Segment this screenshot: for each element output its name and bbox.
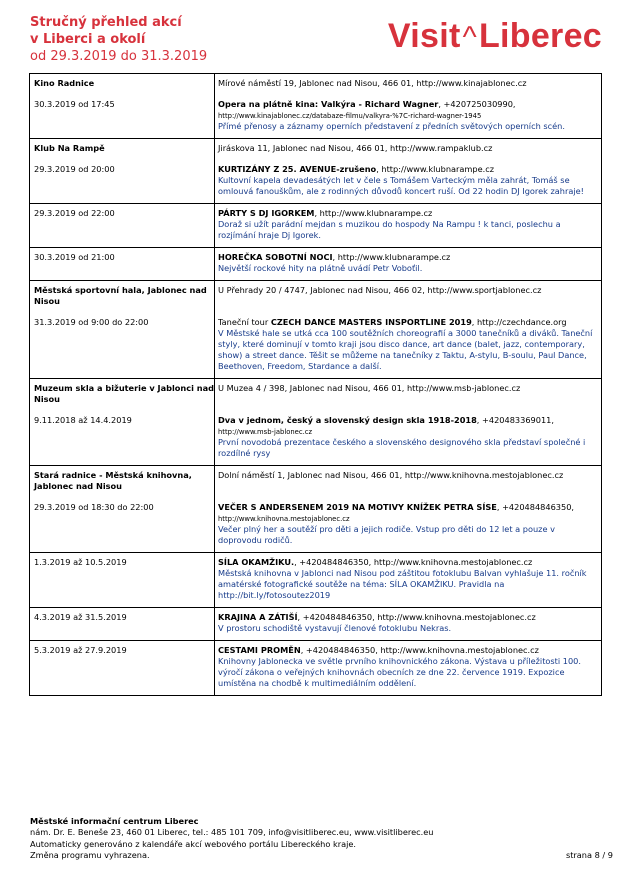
venue-address: Jiráskova 11, Jablonec nad Nisou, 466 01, http://www.rampaklub.cz xyxy=(215,139,602,155)
logo-word-liberec: Liberec xyxy=(478,17,602,55)
event-date: 29.3.2019 od 22:00 xyxy=(30,204,215,248)
venue-row xyxy=(30,466,602,493)
event-details xyxy=(215,502,602,553)
event-title: SÍLA OKAMŽIKU. xyxy=(218,557,295,567)
event-date: 29.3.2019 od 18:30 do 22:00 xyxy=(30,502,215,553)
event-title: CESTAMI PROMĚN xyxy=(218,645,301,655)
venue-address: U Muzea 4 / 398, Jablonec nad Nisou, 466 01, http://www.msb-jablonec.cz xyxy=(215,379,602,406)
footer-org: Městské informační centrum Liberec xyxy=(30,816,199,826)
event-title: HOREČKA SOBOTNÍ NOCI xyxy=(218,252,333,262)
footer-note-2: Změna programu vyhrazena. xyxy=(30,850,150,861)
venue-name: Městská sportovní hala, Jablonec nad Nisou xyxy=(30,281,215,308)
event-url[interactable]: http://www.knihovna.mestojablonec.cz xyxy=(218,515,350,523)
title-line-1: Stručný přehled akcí xyxy=(30,15,182,30)
event-title-prefix: Taneční tour xyxy=(218,317,271,327)
event-description: V prostoru schodiště vystavují členové fotoklubu Nekras. xyxy=(218,623,452,633)
event-row xyxy=(30,99,602,139)
event-contact: , +420484846350, xyxy=(496,502,575,512)
event-contact: , +420484846350, http://www.knihovna.mestojablonec.cz xyxy=(300,645,539,655)
event-date: 30.3.2019 od 21:00 xyxy=(30,248,215,281)
header-title xyxy=(30,14,207,65)
event-description: Největší rockové hity na plátně uvádí Petr Voboťil. xyxy=(218,263,423,273)
event-date: 4.3.2019 až 31.5.2019 xyxy=(30,608,215,641)
event-title: KRAJINA A ZÁTIŠÍ xyxy=(218,612,298,622)
venue-row xyxy=(30,74,602,90)
event-row xyxy=(30,502,602,553)
event-contact: , +420483369011, xyxy=(476,415,554,425)
logo-word-visit: Visit xyxy=(387,17,461,55)
event-date: 31.3.2019 od 9:00 do 22:00 xyxy=(30,317,215,379)
event-row xyxy=(30,317,602,379)
logo-caret: ^ xyxy=(462,21,477,54)
event-details xyxy=(215,553,602,608)
event-details xyxy=(215,248,602,281)
event-row xyxy=(30,415,602,466)
event-date: 30.3.2019 od 17:45 xyxy=(30,99,215,139)
event-title: Opera na plátně kina: Valkýra - Richard Wagner xyxy=(218,99,439,109)
event-description: Přímé přenosy a záznamy operních představení z předních světových operních scén. xyxy=(218,121,565,131)
event-description: Doraž si užít parádní mejdan s muzikou do hospody Na Rampu ! k tanci, poslechu a rozjímání hraje Dj Igorek. xyxy=(218,219,561,240)
event-title: KURTIZÁNY Z 25. AVENUE-zrušeno xyxy=(218,164,377,174)
footer-address: nám. Dr. E. Beneše 23, 460 01 Liberec, tel.: 485 101 709, info@visitliberec.eu, www.visitliberec.eu xyxy=(30,827,434,838)
event-row xyxy=(30,164,602,204)
event-title: Dva v jednom, český a slovenský design skla 1918-2018 xyxy=(218,415,477,425)
page-footer xyxy=(30,816,602,862)
venue-name: Stará radnice - Městská knihovna, Jablonec nad Nisou xyxy=(30,466,215,493)
event-date: 9.11.2018 až 14.4.2019 xyxy=(30,415,215,466)
page-number: strana 8 / 9 xyxy=(565,850,613,860)
venue-row xyxy=(30,139,602,155)
event-description: Městská knihovna v Jablonci nad Nisou pod záštitou fotoklubu Balvan vyhlašuje 11. ročník amatérské fotografické soutěže na téma: SÍLA OKAMŽIKU. Pravidla na http://bit.ly/fotosoutez2019 xyxy=(218,568,587,600)
title-line-2: v Liberci a okolí xyxy=(30,32,146,47)
event-row xyxy=(30,608,602,641)
event-row xyxy=(30,204,602,248)
visitliberec-logo xyxy=(388,18,602,56)
venue-address: Dolní náměstí 1, Jablonec nad Nisou, 466 01, http://www.knihovna.mestojablonec.cz xyxy=(215,466,602,493)
events-table xyxy=(29,73,602,696)
event-title: CZECH DANCE MASTERS INSPORTLINE 2019 xyxy=(270,317,472,327)
event-details xyxy=(215,317,602,379)
event-description: První novodobá prezentace českého a slovenského designového skla představí společné i rozdílné rysy xyxy=(218,437,586,458)
date-range: od 29.3.2019 do 31.3.2019 xyxy=(30,49,208,64)
event-date: 1.3.2019 až 10.5.2019 xyxy=(30,553,215,608)
page-header xyxy=(30,14,602,72)
event-contact: , http://www.klubnarampe.cz xyxy=(376,164,495,174)
footer-note-1: Automaticky generováno z kalendáře akcí webového portálu Libereckého kraje. xyxy=(30,838,357,849)
venue-name: Klub Na Rampě xyxy=(30,139,215,155)
event-contact: , http://czechdance.org xyxy=(471,317,567,327)
venue-address: Mírové náměstí 19, Jablonec nad Nisou, 466 01, http://www.kinajablonec.cz xyxy=(215,74,602,90)
venue-row xyxy=(30,379,602,406)
event-details xyxy=(215,608,602,641)
event-contact: , +420484846350, http://www.knihovna.mestojablonec.cz xyxy=(294,557,533,567)
event-date: 29.3.2019 od 20:00 xyxy=(30,164,215,204)
event-row xyxy=(30,248,602,281)
event-contact: , +420484846350, http://www.knihovna.mestojablonec.cz xyxy=(297,612,536,622)
event-description: Kultovní kapela devadesátých let v čele s Tomášem Varteckým měla zahrát, Tomáš se omlouvá fanouškům, ale z rodinných důvodů koncert ruší. Od 22 hodin DJ Igorek zahraje! xyxy=(218,175,584,196)
event-url[interactable]: http://www.kinajablonec.cz/databaze-filmu/valkyra-%7C-richard-wagner-1945 xyxy=(218,112,482,120)
event-title: PÁRTY S DJ IGORKEM xyxy=(218,208,315,218)
event-details xyxy=(215,204,602,248)
event-title: VEČER S ANDERSENEM 2019 NA MOTIVY KNÍŽEK PETRA SÍSE xyxy=(218,502,497,512)
event-row xyxy=(30,553,602,608)
event-details xyxy=(215,415,602,466)
event-details xyxy=(215,164,602,204)
event-description: Večer plný her a soutěží pro děti a jejich rodiče. Vstup pro děti do 12 let a pouze v doprovodu rodičů. xyxy=(218,524,555,545)
event-row xyxy=(30,641,602,696)
event-contact: , http://www.klubnarampe.cz xyxy=(314,208,433,218)
event-contact: , http://www.klubnarampe.cz xyxy=(332,252,451,262)
event-contact: , +420725030990, xyxy=(438,99,516,109)
venue-row xyxy=(30,281,602,308)
event-url[interactable]: http://www.msb-jablonec.cz xyxy=(218,428,313,436)
venue-name: Muzeum skla a bižuterie v Jablonci nad Nisou xyxy=(30,379,215,406)
event-details xyxy=(215,99,602,139)
event-description: V Městské hale se utká cca 100 soutěžních choreografií a 3000 tanečníků a diváků. Taneční styly, které dominují v tomto kraji jsou disco dance, art dance (balet, jazz, contemporary, show) a street dance. Těšit se můžeme na tanečníky z Taktu, A-stylu, B-soulu, Paul Dance, Beethoven, Freedom, Stardance a další. xyxy=(218,328,593,371)
event-date: 5.3.2019 až 27.9.2019 xyxy=(30,641,215,696)
event-details xyxy=(215,641,602,696)
venue-address: U Přehrady 20 / 4747, Jablonec nad Nisou, 466 02, http://www.sportjablonec.cz xyxy=(215,281,602,308)
event-description: Knihovny Jablonecka ve světle prvního knihovnického zákona. Výstava u příležitosti 100. výročí zákona o veřejných knihovnách obecních ze dne 22. července 1919. Expozice umístěna na chodbě k multimediálním oddělení. xyxy=(218,656,581,688)
venue-name: Kino Radnice xyxy=(30,74,215,90)
